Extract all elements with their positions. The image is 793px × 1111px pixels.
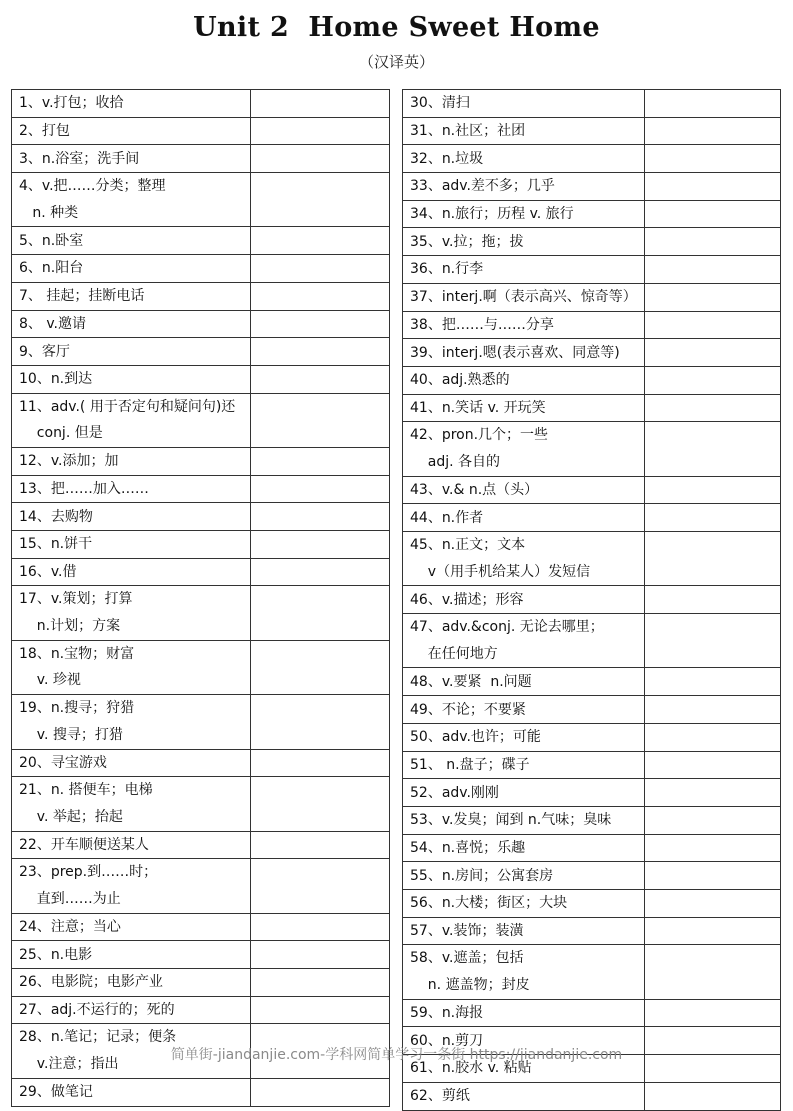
chinese-term-cell (403, 394, 645, 422)
english-answer-blank[interactable] (251, 282, 390, 310)
chinese-term-cell (403, 228, 645, 256)
page-title: Unit 2 Home Sweet Home (193, 12, 600, 43)
english-answer-blank[interactable] (645, 228, 781, 256)
chinese-term-line: 28、n.笔记；记录；便条 (19, 1029, 177, 1046)
english-answer-blank[interactable] (645, 394, 781, 422)
chinese-term-cell (403, 586, 645, 614)
chinese-term: 51、 n.盘子；碟子 (410, 756, 530, 773)
vocab-row (12, 227, 390, 255)
chinese-term: 8、 v.邀请 (19, 315, 87, 332)
chinese-term-cell (403, 779, 645, 807)
vocab-row (403, 283, 781, 311)
chinese-term-cell (403, 668, 645, 696)
chinese-term: 10、n.到达 (19, 371, 93, 388)
english-answer-blank[interactable] (645, 311, 781, 339)
vocab-row (12, 365, 390, 393)
chinese-term-cell (403, 806, 645, 834)
english-answer-blank[interactable] (645, 696, 781, 724)
chinese-term-cell (403, 945, 645, 999)
english-answer-blank[interactable] (645, 476, 781, 504)
english-answer-blank[interactable] (251, 227, 390, 255)
english-answer-blank[interactable] (645, 90, 781, 118)
english-answer-blank[interactable] (645, 862, 781, 890)
chinese-term-cell (403, 476, 645, 504)
chinese-term-cell (12, 227, 251, 255)
english-answer-blank[interactable] (251, 310, 390, 338)
chinese-term-line: conj. 但是 (19, 425, 103, 442)
chinese-term-cell (12, 777, 251, 831)
chinese-term: 30、清扫 (410, 95, 470, 112)
chinese-term-cell (403, 366, 645, 394)
chinese-term-line: 17、v.策划；打算 (19, 591, 133, 608)
vocab-row (12, 503, 390, 531)
vocab-row (403, 999, 781, 1027)
english-answer-blank[interactable] (645, 117, 781, 145)
chinese-term-cell (403, 283, 645, 311)
chinese-term-cell (403, 504, 645, 532)
chinese-term: 26、电影院；电影产业 (19, 974, 163, 991)
chinese-term-cell (12, 586, 251, 640)
chinese-term-line: v（用手机给某人）发短信 (410, 563, 591, 580)
chinese-term-line: v. 搜寻；打猎 (19, 726, 123, 743)
chinese-term-cell (12, 475, 251, 503)
vocab-row (12, 173, 390, 227)
vocab-row (12, 996, 390, 1024)
chinese-term-cell (12, 282, 251, 310)
chinese-term-cell (403, 834, 645, 862)
vocab-row (12, 255, 390, 283)
chinese-term-cell (403, 339, 645, 367)
vocab-row (12, 1078, 390, 1106)
english-answer-blank[interactable] (645, 200, 781, 228)
chinese-term: 25、n.电影 (19, 946, 93, 963)
english-answer-blank[interactable] (645, 256, 781, 284)
vocab-row (403, 806, 781, 834)
vocab-row (403, 696, 781, 724)
vocab-row (12, 640, 390, 694)
watermark-text: 简单街-jiandanjie.com-学科网简单学习一条街 https://jiandanjie.com (170, 1047, 623, 1063)
chinese-term-line: v. 珍视 (19, 672, 81, 689)
chinese-term: 40、adj.熟悉的 (410, 372, 510, 389)
chinese-term-cell (12, 640, 251, 694)
chinese-term-cell (12, 996, 251, 1024)
chinese-term-cell (403, 696, 645, 724)
english-answer-blank[interactable] (645, 422, 781, 476)
english-answer-blank[interactable] (251, 777, 390, 831)
chinese-term-cell (12, 695, 251, 749)
chinese-term: 39、interj.嗯(表示喜欢、同意等) (410, 344, 620, 361)
chinese-term-cell (403, 1082, 645, 1110)
vocab-row (403, 668, 781, 696)
chinese-term-line: v. 举起；抬起 (19, 808, 123, 825)
vocab-row (403, 311, 781, 339)
english-answer-blank[interactable] (645, 668, 781, 696)
english-answer-blank[interactable] (645, 917, 781, 945)
vocab-row (12, 941, 390, 969)
chinese-term-line: 47、adv.&conj. 无论去哪里； (410, 619, 604, 636)
chinese-term: 41、n.笑话 v. 开玩笑 (410, 399, 546, 416)
english-answer-blank[interactable] (251, 531, 390, 559)
chinese-term: 22、开车顺便送某人 (19, 837, 149, 853)
chinese-term-cell (12, 531, 251, 559)
chinese-term: 53、v.发臭；闻到 n.气味；臭味 (410, 812, 612, 829)
chinese-term-line: 4、v.把……分类；整理 (19, 178, 166, 195)
chinese-term: 33、adv.差不多；几乎 (410, 178, 555, 195)
chinese-term-cell (12, 310, 251, 338)
chinese-term-cell (12, 1078, 251, 1106)
chinese-term-cell (12, 913, 251, 941)
vocab-row (12, 338, 390, 366)
vocab-row (12, 913, 390, 941)
english-answer-blank[interactable] (645, 614, 781, 668)
chinese-term: 44、n.作者 (410, 509, 484, 526)
chinese-term: 15、n.饼干 (19, 536, 93, 553)
chinese-term-cell (403, 145, 645, 173)
english-answer-blank[interactable] (251, 1078, 390, 1106)
english-answer-blank[interactable] (251, 831, 390, 859)
english-answer-blank[interactable] (251, 338, 390, 366)
vocab-row (12, 586, 390, 640)
english-answer-blank[interactable] (645, 723, 781, 751)
english-answer-blank[interactable] (251, 117, 390, 145)
chinese-term: 54、n.喜悦；乐趣 (410, 839, 526, 856)
chinese-term-line: adj. 各自的 (410, 453, 501, 470)
chinese-term: 1、v.打包；收拾 (19, 95, 124, 112)
chinese-term-cell (12, 749, 251, 777)
english-answer-blank[interactable] (645, 532, 781, 586)
vocab-row (403, 173, 781, 201)
chinese-term: 37、interj.啊（表示高兴、惊奇等） (410, 289, 637, 306)
chinese-term-line: n. 种类 (19, 204, 79, 221)
chinese-term: 29、做笔记 (19, 1084, 93, 1101)
english-answer-blank[interactable] (251, 503, 390, 531)
chinese-term-cell (403, 532, 645, 586)
vocab-row (403, 504, 781, 532)
chinese-term-line: 58、v.遮盖；包括 (410, 950, 524, 967)
vocab-row (12, 475, 390, 503)
chinese-term-cell (403, 90, 645, 118)
vocab-row (12, 117, 390, 145)
english-answer-blank[interactable] (645, 834, 781, 862)
vocab-row (403, 339, 781, 367)
english-answer-blank[interactable] (251, 913, 390, 941)
left-vocab-table (11, 89, 390, 1107)
english-answer-blank[interactable] (645, 283, 781, 311)
chinese-term-cell (12, 859, 251, 913)
chinese-term: 50、adv.也许；可能 (410, 729, 541, 746)
chinese-term-cell (403, 614, 645, 668)
chinese-term-cell (403, 200, 645, 228)
english-answer-blank[interactable] (251, 447, 390, 475)
english-answer-blank[interactable] (251, 969, 390, 997)
chinese-term-cell (403, 751, 645, 779)
chinese-term: 61、n.胶水 v. 粘贴 (410, 1060, 532, 1077)
chinese-term-line: 在任何地方 (410, 645, 498, 662)
vocab-row (12, 447, 390, 475)
chinese-term: 5、n.卧室 (19, 232, 84, 249)
chinese-term: 27、adj.不运行的；死的 (19, 1002, 175, 1019)
vocab-row (12, 310, 390, 338)
chinese-term-cell (403, 173, 645, 201)
vocab-row (12, 282, 390, 310)
vocab-row (12, 558, 390, 586)
vocab-row (12, 393, 390, 447)
vocab-row (12, 145, 390, 173)
chinese-term: 62、剪纸 (410, 1088, 470, 1105)
vocab-row (403, 394, 781, 422)
vocab-row (403, 476, 781, 504)
english-answer-blank[interactable] (645, 586, 781, 614)
english-answer-blank[interactable] (251, 640, 390, 694)
chinese-term-cell (12, 831, 251, 859)
vocab-row (403, 751, 781, 779)
chinese-term-line: 19、n.搜寻；狩猎 (19, 700, 135, 717)
chinese-term: 52、adv.刚刚 (410, 784, 499, 801)
vocab-row (12, 831, 390, 859)
chinese-term-cell (403, 917, 645, 945)
chinese-term: 32、n.垃圾 (410, 150, 484, 167)
vocab-row (12, 749, 390, 777)
english-answer-blank[interactable] (645, 1082, 781, 1110)
chinese-term-cell (12, 393, 251, 447)
vocab-row (12, 777, 390, 831)
chinese-term: 16、v.借 (19, 564, 77, 581)
chinese-term: 12、v.添加；加 (19, 453, 119, 470)
english-answer-blank[interactable] (251, 749, 390, 777)
english-answer-blank[interactable] (251, 173, 390, 227)
english-answer-blank[interactable] (251, 558, 390, 586)
vocab-row (403, 117, 781, 145)
chinese-term-line: 18、n.宝物；财富 (19, 645, 135, 662)
chinese-term: 43、v.& n.点（头） (410, 481, 539, 498)
vocab-row (403, 532, 781, 586)
chinese-term: 60、n.剪刀 (410, 1032, 484, 1049)
english-answer-blank[interactable] (645, 751, 781, 779)
chinese-term: 20、寻宝游戏 (19, 754, 107, 771)
chinese-term-line: 45、n.正文；文本 (410, 537, 526, 554)
chinese-term-cell (403, 889, 645, 917)
chinese-term-line: 11、adv.( 用于否定句和疑问句)还 (19, 398, 236, 415)
english-answer-blank[interactable] (645, 779, 781, 807)
chinese-term-line: n.计划；方案 (19, 618, 121, 635)
english-answer-blank[interactable] (645, 504, 781, 532)
vocab-row (403, 779, 781, 807)
english-answer-blank[interactable] (251, 393, 390, 447)
chinese-term-cell (12, 117, 251, 145)
english-answer-blank[interactable] (251, 365, 390, 393)
chinese-term-cell (12, 558, 251, 586)
vocab-row (403, 917, 781, 945)
vocab-row (12, 969, 390, 997)
english-answer-blank[interactable] (251, 475, 390, 503)
chinese-term: 3、n.浴室；洗手间 (19, 150, 140, 167)
chinese-term: 6、n.阳台 (19, 260, 84, 277)
chinese-term-cell (12, 503, 251, 531)
chinese-term-line: 21、n. 搭便车；电梯 (19, 782, 153, 799)
vocab-row (403, 834, 781, 862)
chinese-term: 24、注意；当心 (19, 919, 121, 936)
chinese-term: 14、去购物 (19, 508, 93, 525)
english-answer-blank[interactable] (251, 586, 390, 640)
vocab-row (403, 862, 781, 890)
chinese-term: 56、n.大楼；街区；大块 (410, 895, 568, 912)
chinese-term: 2、打包 (19, 123, 70, 140)
vocab-row (403, 723, 781, 751)
right-vocab-table (402, 89, 781, 1111)
chinese-term-line: 42、pron.几个；一些 (410, 427, 549, 444)
english-answer-blank[interactable] (251, 941, 390, 969)
chinese-term-cell (12, 338, 251, 366)
chinese-term: 13、把……加入…… (19, 481, 149, 497)
chinese-term-cell (12, 365, 251, 393)
chinese-term: 31、n.社区；社团 (410, 123, 526, 140)
vocab-row (12, 695, 390, 749)
chinese-term-line: 23、prep.到……时； (19, 864, 158, 881)
vocab-row (403, 1082, 781, 1110)
english-answer-blank[interactable] (251, 90, 390, 118)
chinese-term: 34、n.旅行；历程 v. 旅行 (410, 206, 574, 223)
english-answer-blank[interactable] (645, 806, 781, 834)
vocab-row (12, 859, 390, 913)
english-answer-blank[interactable] (251, 255, 390, 283)
chinese-term: 57、v.装饰；装潢 (410, 923, 524, 940)
chinese-term-cell (12, 447, 251, 475)
chinese-term: 49、不论；不要紧 (410, 701, 526, 718)
english-answer-blank[interactable] (645, 999, 781, 1027)
chinese-term-cell (403, 862, 645, 890)
chinese-term-line: v.注意；指出 (19, 1056, 119, 1073)
chinese-term-cell (12, 255, 251, 283)
chinese-term-cell (403, 723, 645, 751)
vocab-row (12, 531, 390, 559)
chinese-term-cell (12, 941, 251, 969)
english-answer-blank[interactable] (645, 945, 781, 999)
english-answer-blank[interactable] (645, 173, 781, 201)
english-answer-blank[interactable] (251, 859, 390, 913)
chinese-term-line: 直到……为止 (19, 891, 121, 908)
chinese-term: 59、n.海报 (410, 1005, 484, 1022)
vocab-row (403, 90, 781, 118)
chinese-term-cell (403, 422, 645, 476)
chinese-term: 46、v.描述；形容 (410, 591, 524, 608)
vocab-row (403, 200, 781, 228)
chinese-term-cell (12, 173, 251, 227)
page-subtitle: （汉译英） (358, 53, 434, 71)
chinese-term: 55、n.房间；公寓套房 (410, 867, 554, 884)
english-answer-blank[interactable] (645, 145, 781, 173)
chinese-term: 36、n.行李 (410, 261, 484, 278)
chinese-term: 48、v.要紧 n.问题 (410, 673, 532, 690)
english-answer-blank[interactable] (645, 366, 781, 394)
vocab-row (403, 586, 781, 614)
vocab-row (403, 145, 781, 173)
chinese-term-cell (403, 999, 645, 1027)
chinese-term-cell (12, 969, 251, 997)
vocab-row (403, 889, 781, 917)
vocab-row (12, 90, 390, 118)
chinese-term-cell (403, 117, 645, 145)
english-answer-blank[interactable] (645, 889, 781, 917)
english-answer-blank[interactable] (645, 339, 781, 367)
english-answer-blank[interactable] (251, 996, 390, 1024)
vocab-row (403, 366, 781, 394)
chinese-term: 7、 挂起；挂断电话 (19, 288, 145, 305)
vocab-row (403, 422, 781, 476)
chinese-term-line: n. 遮盖物；封皮 (410, 977, 530, 994)
chinese-term-cell (12, 145, 251, 173)
chinese-term-cell (403, 256, 645, 284)
vocab-row (403, 945, 781, 999)
vocab-row (403, 256, 781, 284)
chinese-term: 35、v.拉；拖；拔 (410, 233, 524, 250)
chinese-term-cell (403, 311, 645, 339)
chinese-term: 9、客厅 (19, 343, 70, 360)
chinese-term-cell (12, 90, 251, 118)
vocab-row (403, 614, 781, 668)
english-answer-blank[interactable] (251, 695, 390, 749)
english-answer-blank[interactable] (251, 145, 390, 173)
vocab-row (403, 228, 781, 256)
chinese-term: 38、把……与……分享 (410, 316, 554, 333)
